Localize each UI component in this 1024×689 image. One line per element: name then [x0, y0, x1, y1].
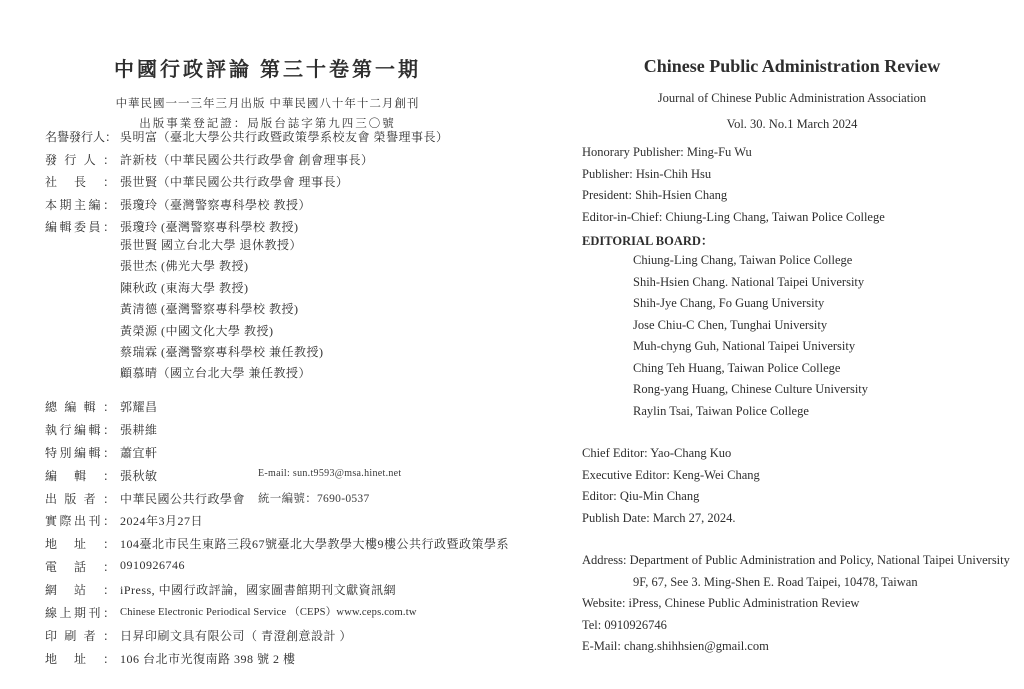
publishing-value: 日昇印刷文具有限公司（ 青澄創意設計 ） — [120, 628, 353, 643]
publishing-label: 印刷者： — [45, 628, 115, 643]
staff-row — [45, 151, 515, 174]
publishing-value: 2024年3月27日 — [120, 514, 204, 529]
staff-value: 張世賢（中華民國公共行政學會 理事長） — [120, 175, 349, 190]
board-member: 黃清德 (臺灣警察專科學校 教授) — [120, 302, 299, 317]
publishing-row — [45, 604, 515, 627]
publishing-label: 地址： — [45, 537, 115, 552]
publishing-label: 實際出刊： — [45, 514, 115, 529]
publishing-value: 郭耀昌 — [120, 400, 158, 414]
publishing-label: 出版者： — [45, 491, 115, 506]
publication-dates-zh: 中華民國一一三年三月出版 中華民國八十年十二月創刊 — [115, 98, 420, 110]
board-member: Shih-Hsien Chang. National Taipei University — [633, 274, 865, 289]
staff-value: 許新枝（中華民國公共行政學會 創會理事長） — [120, 152, 374, 167]
contact-info-en — [582, 553, 1024, 661]
tax-id-note: 統一編號：7690-0537 — [258, 492, 370, 505]
publishing-row — [45, 558, 515, 581]
board-member: 張世賢 國立台北大學 退休教授） — [120, 238, 303, 252]
publishing-row — [45, 581, 515, 604]
volume-issue-line: Vol. 30. No.1 March 2024 — [726, 117, 858, 131]
publishing-value: iPress, 中國行政評論，國家圖書館期刊文獻資訊網 — [120, 583, 397, 598]
registration-number-zh: 出版事業登記證：局版台誌字第九四三〇號 — [139, 118, 396, 130]
staff-value: 張瓊玲（臺灣警察專科學校 教授） — [120, 197, 312, 212]
staff-label: 發行人： — [45, 152, 115, 167]
publishing-row — [45, 627, 515, 650]
publishing-value: 106 台北市光復南路 398 號 2 樓 — [120, 651, 296, 666]
staff-label: 社長： — [45, 175, 115, 190]
publishing-label: 總編輯： — [45, 400, 115, 414]
board-member: Ching Teh Huang, Taiwan Police College — [633, 360, 841, 375]
publishing-label: 執行編輯： — [45, 422, 115, 437]
publishing-label: 線上期刊： — [45, 606, 115, 621]
staff-label: 本期主編： — [45, 197, 115, 212]
email-line: E-Mail: chang.shihhsien@gmail.com — [582, 639, 769, 654]
board-member: 蔡瑞霖 (臺灣警察專科學校 兼任教授) — [120, 344, 324, 359]
publishing-row — [45, 467, 515, 490]
officer-row: Editor-in-Chief: Chiung-Ling Chang, Taiwan Police College — [582, 209, 885, 224]
editor-row: Chief Editor: Yao-Chang Kuo — [582, 446, 732, 460]
officer-row: Honorary Publisher: Ming-Fu Wu — [582, 145, 752, 159]
editor-row: Publish Date: March 27, 2024. — [582, 510, 736, 525]
board-member: Shih-Jye Chang, Fo Guang University — [633, 296, 825, 310]
board-member: Chiung-Ling Chang, Taiwan Police College — [633, 253, 853, 267]
publishing-value: 張秋敏 — [120, 468, 158, 483]
journal-title-en: Chinese Public Administration Review — [643, 56, 941, 76]
address-line-2: 9F, 67, See 3. Ming-Shen E. Road Taipei, 10478, Taiwan — [633, 574, 918, 589]
publishing-label: 電話： — [45, 560, 115, 575]
publishing-row — [45, 444, 515, 467]
editorial-board-heading: EDITORIAL BOARD： — [582, 234, 714, 248]
editorial-board-list-en — [633, 253, 1024, 425]
staff-row — [45, 173, 515, 196]
board-member: Rong-yang Huang, Chinese Culture University — [633, 382, 869, 396]
publishing-value: 張耕維 — [120, 422, 158, 437]
publishing-info-list-zh — [45, 398, 515, 673]
staff-list-zh — [45, 128, 515, 241]
officer-row: President: Shih-Hsien Chang — [582, 188, 728, 202]
publishing-value: 中華民國公共行政學會 — [120, 491, 246, 506]
publishing-row — [45, 650, 515, 673]
publishing-value: 104臺北市民生東路三段67號臺北大學教學大樓9樓公共行政暨政策學系 — [120, 537, 510, 552]
publishing-value: Chinese Electronic Periodical Service （CEPS）www.ceps.com.tw — [120, 607, 417, 619]
publishing-value: 0910926746 — [120, 558, 185, 573]
publishing-row — [45, 512, 515, 535]
staff-row — [45, 196, 515, 219]
editor-row: Executive Editor: Keng-Wei Chang — [582, 467, 760, 482]
publishing-label: 地址： — [45, 651, 115, 666]
board-member: 張世杰 (佛光大學 教授) — [120, 259, 249, 274]
editorial-board-list-zh — [45, 236, 515, 386]
editors-list-en — [582, 446, 1022, 532]
website-line: Website: iPress, Chinese Public Administration Review — [582, 596, 860, 611]
staff-label: 編輯委員： — [45, 220, 115, 235]
board-member: Muh-chyng Guh, National Taipei University — [633, 339, 856, 353]
board-member: 陳秋政 (東海大學 教授) — [120, 280, 249, 295]
publishing-value: 蕭宜軒 — [120, 445, 158, 460]
editor-email-note: E-mail: sun.t9593@msa.hinet.net — [258, 467, 402, 479]
staff-value: 張瓊玲 (臺灣警察專科學校 教授) — [120, 220, 299, 235]
board-member: Jose Chiu-C Chen, Tunghai University — [633, 317, 828, 332]
publishing-row — [45, 421, 515, 444]
publishing-label: 網站： — [45, 583, 115, 598]
staff-value: 吳明富（臺北大學公共行政暨政策學系校友會 榮譽理事長） — [120, 130, 449, 144]
publishing-row — [45, 535, 515, 558]
tel-line: Tel: 0910926746 — [582, 617, 667, 632]
board-member: Raylin Tsai, Taiwan Police College — [633, 403, 809, 418]
publishing-label: 編輯： — [45, 468, 115, 483]
address-line-1: Address: Department of Public Administration and Policy, National Taipei University — [582, 553, 1010, 567]
publishing-row — [45, 398, 515, 421]
staff-label: 名譽發行人： — [45, 130, 118, 144]
editor-row: Editor: Qiu-Min Chang — [582, 489, 700, 503]
publishing-label: 特別編輯： — [45, 445, 115, 460]
board-member: 黃榮源 (中國文化大學 教授) — [120, 323, 274, 338]
officers-list-en — [582, 145, 1022, 231]
publishing-row — [45, 490, 515, 513]
officer-row: Publisher: Hsin-Chih Hsu — [582, 166, 712, 181]
board-member: 顧慕晴（國立台北大學 兼任教授） — [120, 366, 312, 381]
staff-row — [45, 128, 515, 151]
journal-subtitle-en: Journal of Chinese Public Administration Association — [657, 91, 927, 105]
journal-title-zh: 中國行政評論 第三十卷第一期 — [114, 59, 421, 81]
